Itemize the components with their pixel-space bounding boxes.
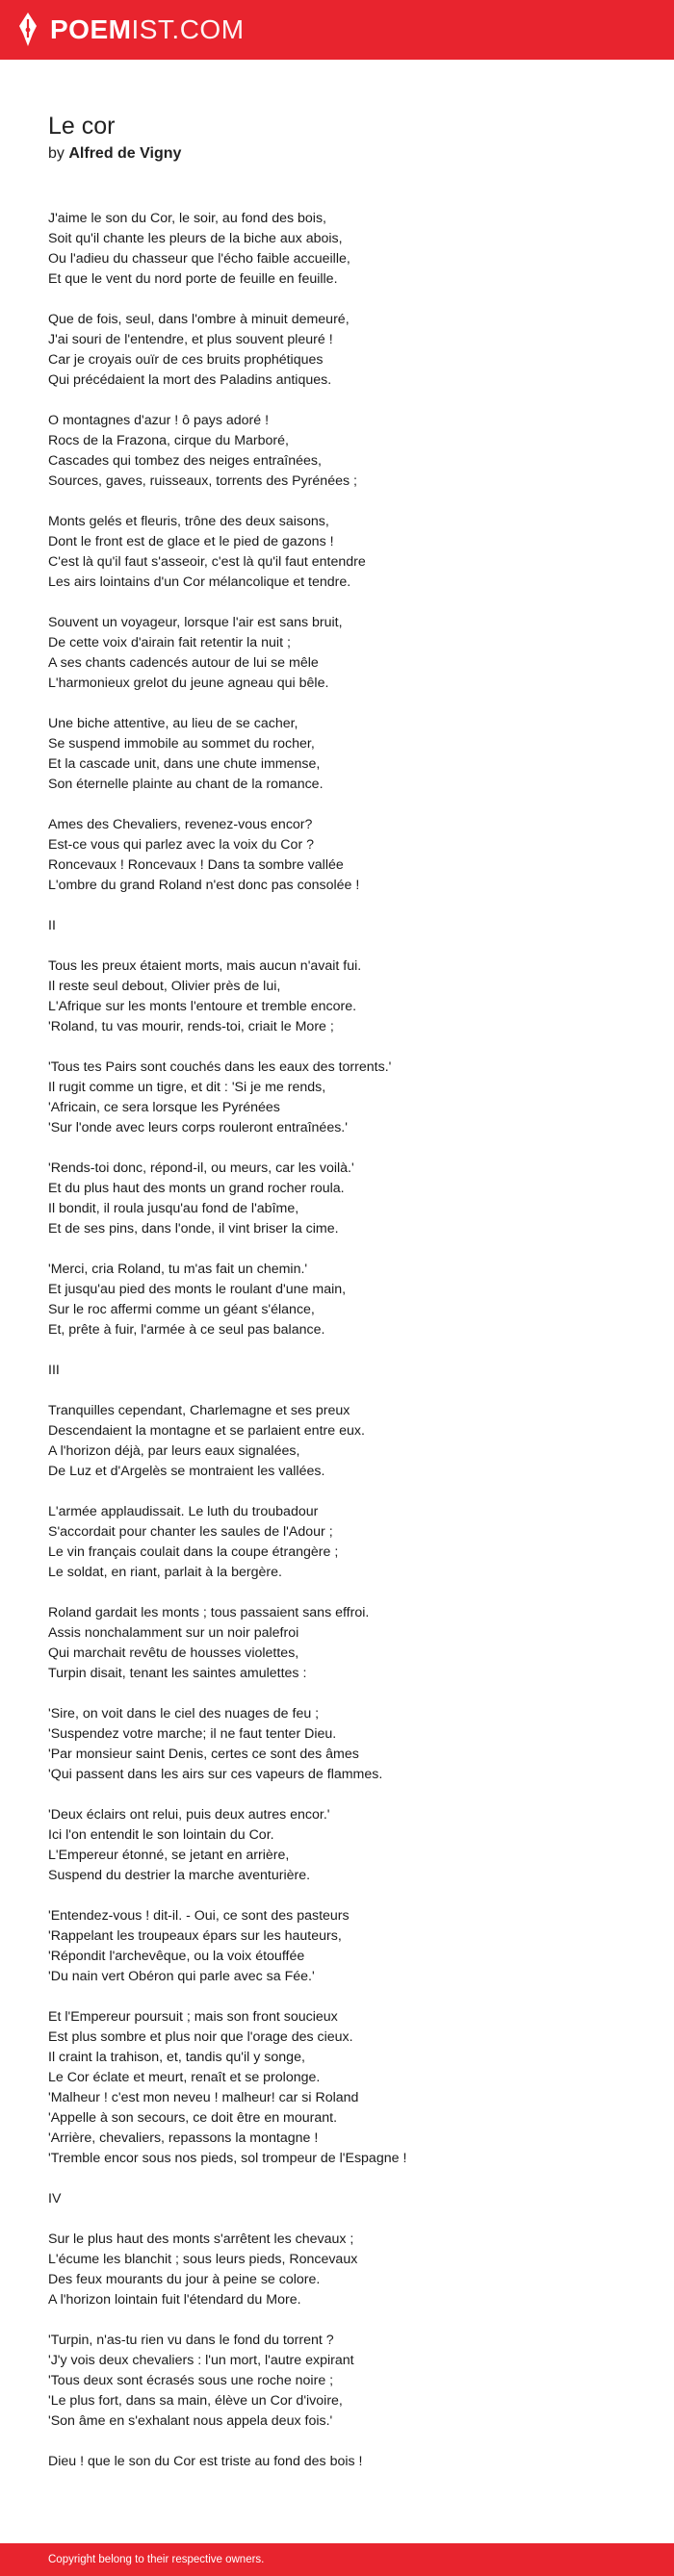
poem-body	[48, 209, 645, 2492]
poem-line: 'Roland, tu vas mourir, rends-toi, criait le More ;	[48, 1019, 334, 1034]
poem-line: Tranquilles cependant, Charlemagne et ses preux	[48, 1403, 350, 1418]
poem-line: 'Tous tes Pairs sont couchés dans les eaux des torrents.'	[48, 1059, 392, 1075]
poem-line: Le vin français coulait dans la coupe étrangère ;	[48, 1544, 339, 1560]
poem-line: Il rugit comme un tigre, et dit : 'Si je me rends,	[48, 1080, 326, 1095]
byline-prefix: by	[48, 145, 65, 162]
poem-line: Et du plus haut des monts un grand rocher roula.	[48, 1181, 345, 1196]
section-numeral	[48, 1361, 645, 1381]
poem-line: 'Suspendez votre marche; il ne faut tenter Dieu.	[48, 1726, 337, 1742]
site-footer	[0, 2543, 674, 2576]
poem-line: Tous les preux étaient morts, mais aucun n'avait fui.	[48, 958, 362, 974]
poem-line: A ses chants cadencés autour de lui se mêle	[48, 655, 319, 671]
poem-line: Roland gardait les monts ; tous passaient sans effroi.	[48, 1605, 370, 1620]
poem-line: 'Du nain vert Obéron qui parle avec sa Fée.'	[48, 1969, 315, 1984]
poem-line: Est plus sombre et plus noir que l'orage des cieux.	[48, 2029, 353, 2045]
section-numeral	[48, 2189, 645, 2209]
poem-line: 'Malheur ! c'est mon neveu ! malheur! car si Roland	[48, 2090, 359, 2105]
poem-line: L'harmonieux grelot du jeune agneau qui bêle.	[48, 676, 329, 691]
poem-line: Roncevaux ! Roncevaux ! Dans ta sombre vallée	[48, 857, 344, 873]
stanza	[48, 1603, 645, 1684]
stanza	[48, 512, 645, 593]
poem-line: Qui précédaient la mort des Paladins antiques.	[48, 372, 332, 388]
poem-line: Turpin disait, tenant les saintes amulettes :	[48, 1666, 307, 1681]
poem-line: 'Son âme en s'exhalant nous appela deux fois.'	[48, 2413, 333, 2429]
stanza	[48, 1260, 645, 1340]
poem-line: 'Merci, cria Roland, tu m'as fait un chemin.'	[48, 1262, 308, 1277]
poem-line: 'Par monsieur saint Denis, certes ce sont des âmes	[48, 1747, 359, 1762]
poem-line: Des feux mourants du jour à peine se colore.	[48, 2272, 321, 2287]
site-logo-text	[50, 16, 245, 43]
poem-line: J'aime le son du Cor, le soir, au fond des bois,	[48, 211, 326, 226]
poem-line: II	[48, 918, 56, 933]
poem-byline	[48, 144, 626, 164]
poem-line: Le soldat, en riant, parlait à la bergère.	[48, 1565, 282, 1580]
poem-line: III	[48, 1363, 60, 1378]
stanza	[48, 310, 645, 391]
poem-line: Assis nonchalamment sur un noir palefroi	[48, 1625, 299, 1641]
poem-line: Et la cascade unit, dans une chute immense,	[48, 756, 321, 772]
poem-line: Sur le plus haut des monts s'arrêtent les chevaux ;	[48, 2232, 354, 2247]
site-logo-link[interactable]	[15, 9, 245, 51]
poem-line: L'ombre du grand Roland n'est donc pas consolée !	[48, 878, 360, 893]
poem-line: Il reste seul debout, Olivier près de lui,	[48, 979, 281, 994]
poem-line: Il craint la trahison, et, tandis qu'il y songe,	[48, 2050, 305, 2065]
author-name: Alfred de Vigny	[68, 145, 182, 162]
site-header	[0, 0, 674, 60]
poem-line: 'Rappelant les troupeaux épars sur les hauteurs,	[48, 1928, 342, 1944]
poem-line: Le Cor éclate et meurt, renaît et se prolonge.	[48, 2070, 321, 2085]
poem-line: Qui marchait revêtu de housses violettes,	[48, 1645, 299, 1661]
poem-line: Une biche attentive, au lieu de se cacher,	[48, 716, 298, 731]
poem-line: Dieu ! que le son du Cor est triste au fond des bois !	[48, 2454, 363, 2469]
stanza	[48, 1401, 645, 1482]
poem-line: 'Arrière, chevaliers, repassons la montagne !	[48, 2130, 319, 2146]
poem-line: S'accordait pour chanter les saules de l'Adour ;	[48, 1524, 333, 1540]
logo-bold-part: POEM	[50, 14, 132, 44]
poem-line: Ou l'adieu du chasseur que l'écho faible accueille,	[48, 251, 350, 267]
poem-line: Les airs lointains d'un Cor mélancolique et tendre.	[48, 574, 351, 590]
poem-line: A l'horizon déjà, par leurs eaux signalées,	[48, 1443, 300, 1459]
poem-line: Soit qu'il chante les pleurs de la biche aux abois,	[48, 231, 343, 246]
stanza	[48, 1906, 645, 1987]
poem-line: Sources, gaves, ruisseaux, torrents des Pyrénées ;	[48, 473, 357, 489]
stanza	[48, 2230, 645, 2310]
poem-line: 'Qui passent dans les airs sur ces vapeurs de flammes.	[48, 1767, 383, 1782]
poem-line: Son éternelle plainte au chant de la romance.	[48, 777, 324, 792]
poem-line: Et l'Empereur poursuit ; mais son front soucieux	[48, 2009, 338, 2025]
poem-line: IV	[48, 2191, 62, 2206]
poem-line: Se suspend immobile au sommet du rocher,	[48, 736, 315, 752]
poem-line: Que de fois, seul, dans l'ombre à minuit demeuré,	[48, 312, 350, 327]
stanza	[48, 1058, 645, 1138]
poem-line: C'est là qu'il faut s'asseoir, c'est là qu'il faut entendre	[48, 554, 366, 570]
quill-pen-icon	[15, 12, 40, 48]
poem-line: 'Tremble encor sous nos pieds, sol trompeur de l'Espagne !	[48, 2151, 407, 2166]
stanza	[48, 209, 645, 290]
poem-line: De cette voix d'airain fait retentir la nuit ;	[48, 635, 291, 650]
section-numeral	[48, 916, 645, 936]
poem-line: Car je croyais ouïr de ces bruits prophétiques	[48, 352, 324, 368]
poem-line: Monts gelés et fleuris, trône des deux saisons,	[48, 514, 329, 529]
stanza	[48, 714, 645, 795]
stanza	[48, 2007, 645, 2169]
poem-line: A l'horizon lointain fuit l'étendard du More.	[48, 2292, 301, 2308]
poem-line: 'Turpin, n'as-tu rien vu dans le fond du torrent ?	[48, 2333, 334, 2348]
poem-line: J'ai souri de l'entendre, et plus souvent pleuré !	[48, 332, 333, 347]
poem-line: 'Tous deux sont écrasés sous une roche noire ;	[48, 2373, 334, 2388]
stanza	[48, 1805, 645, 1886]
stanza	[48, 1159, 645, 1239]
poem-line: 'J'y vois deux chevaliers : l'un mort, l'autre expirant	[48, 2353, 354, 2368]
poem-line: Ames des Chevaliers, revenez-vous encor?	[48, 817, 313, 832]
poem-line: Ici l'on entendit le son lointain du Cor.	[48, 1827, 274, 1843]
stanza	[48, 2331, 645, 2432]
poem-line: Et jusqu'au pied des monts le roulant d'une main,	[48, 1282, 347, 1297]
copyright-text: Copyright belong to their respective owners.	[48, 2554, 265, 2565]
poem-heading	[48, 113, 626, 164]
stanza	[48, 411, 645, 492]
poem-line: L'armée applaudissait. Le luth du troubadour	[48, 1504, 319, 1519]
stanza	[48, 815, 645, 896]
poem-title: Le cor	[48, 113, 116, 140]
poem-line: Rocs de la Frazona, cirque du Marboré,	[48, 433, 289, 448]
poem-line: Dont le front est de glace et le pied de gazons !	[48, 534, 334, 549]
stanza	[48, 1704, 645, 1785]
poem-line: Et de ses pins, dans l'onde, il vint briser la cime.	[48, 1221, 339, 1237]
stanza	[48, 956, 645, 1037]
poem-line: Et, prête à fuir, l'armée à ce seul pas balance.	[48, 1322, 325, 1338]
stanza	[48, 2452, 645, 2472]
stanza	[48, 613, 645, 694]
poem-line: 'Le plus fort, dans sa main, élève un Cor d'ivoire,	[48, 2393, 343, 2409]
poem-line: 'Entendez-vous ! dit-il. - Oui, ce sont des pasteurs	[48, 1908, 350, 1924]
logo-light-part: IST.COM	[131, 14, 245, 44]
poem-line: 'Appelle à son secours, ce doit être en mourant.	[48, 2110, 338, 2126]
poem-line: Souvent un voyageur, lorsque l'air est sans bruit,	[48, 615, 343, 630]
poem-line: Sur le roc affermi comme un géant s'élance,	[48, 1302, 315, 1317]
poem-line: Descendaient la montagne et se parlaient entre eux.	[48, 1423, 365, 1439]
poem-line: Est-ce vous qui parlez avec la voix du Cor ?	[48, 837, 314, 853]
stanza	[48, 1502, 645, 1583]
poem-line: 'Deux éclairs ont relui, puis deux autres encor.'	[48, 1807, 330, 1823]
poem-line: 'Africain, ce sera lorsque les Pyrénées	[48, 1100, 280, 1115]
poem-line: Et que le vent du nord porte de feuille en feuille.	[48, 271, 338, 287]
poem-line: 'Rends-toi donc, répond-il, ou meurs, car les voilà.'	[48, 1160, 354, 1176]
poem-line: Cascades qui tombez des neiges entraînées,	[48, 453, 322, 469]
poem-line: L'Empereur étonné, se jetant en arrière,	[48, 1848, 290, 1863]
poem-line: Suspend du destrier la marche aventurière.	[48, 1868, 311, 1883]
poem-line: 'Répondit l'archevêque, ou la voix étouffée	[48, 1949, 305, 1964]
poem-line: De Luz et d'Argelès se montraient les vallées.	[48, 1464, 325, 1479]
poem-line: L'écume les blanchit ; sous leurs pieds, Roncevaux	[48, 2252, 358, 2267]
poem-line: L'Afrique sur les monts l'entoure et tremble encore.	[48, 999, 357, 1014]
poem-line: 'Sire, on voit dans le ciel des nuages de feu ;	[48, 1706, 320, 1722]
poem-line: 'Sur l'onde avec leurs corps rouleront entraînées.'	[48, 1120, 348, 1135]
poem-line: Il bondit, il roula jusqu'au fond de l'abîme,	[48, 1201, 299, 1216]
poem-line: O montagnes d'azur ! ô pays adoré !	[48, 413, 270, 428]
